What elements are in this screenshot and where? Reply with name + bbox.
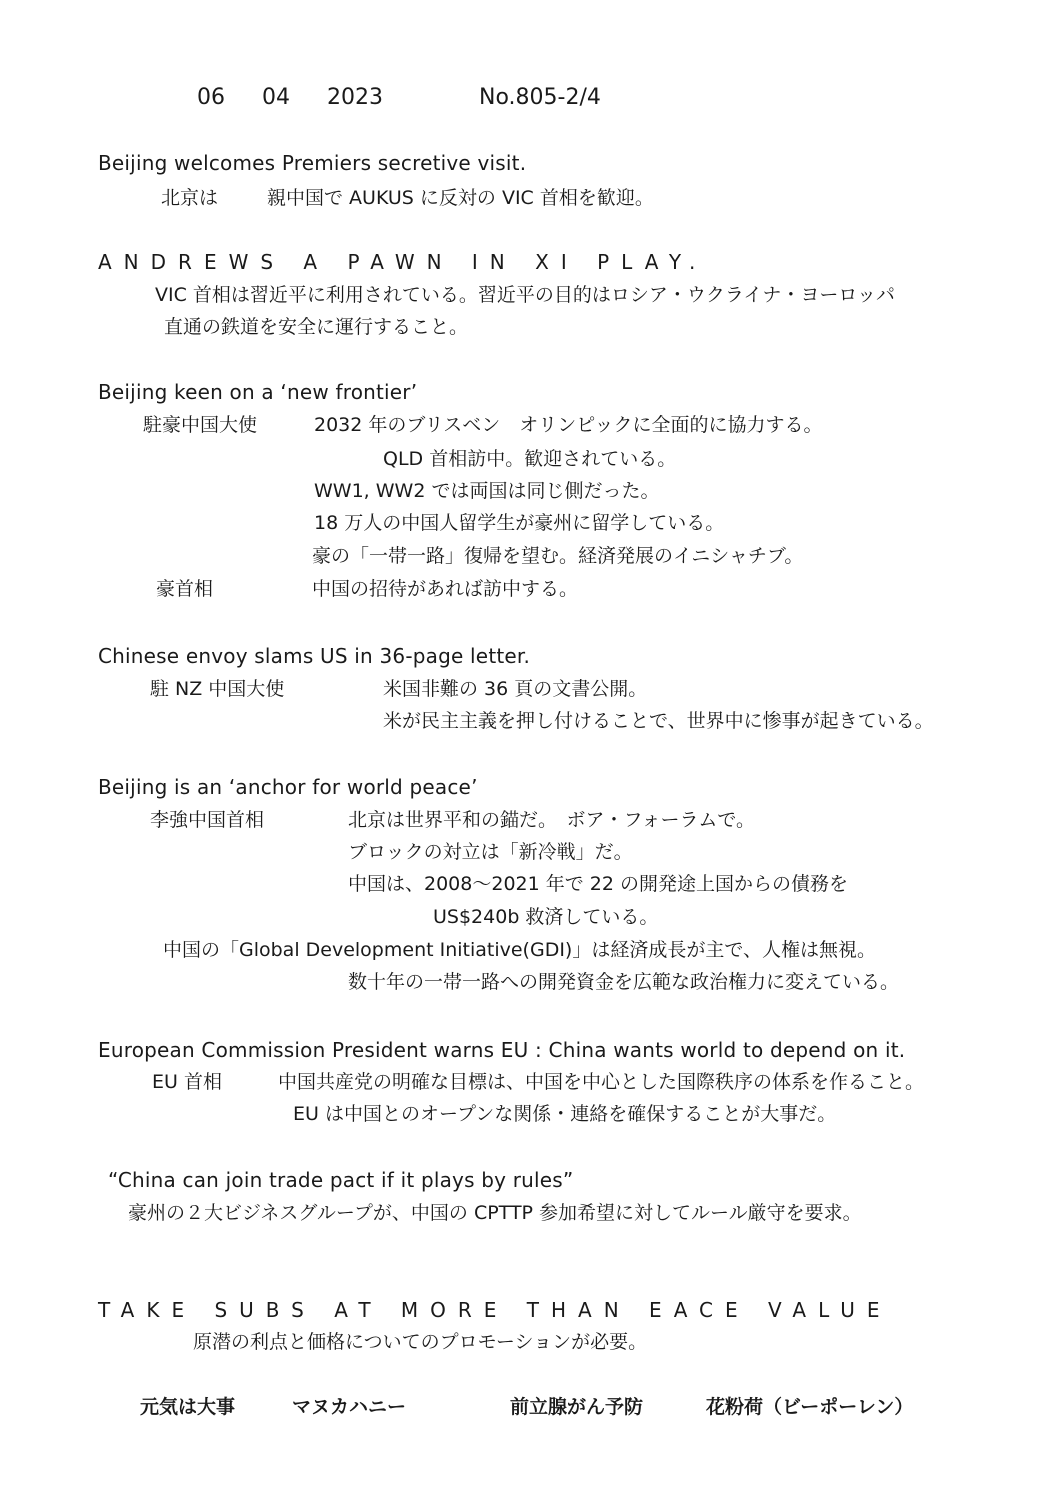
- speaker-label: 駐 NZ 中国大使: [150, 678, 285, 700]
- article-headline: Beijing keen on a ‘new frontier’: [98, 380, 418, 404]
- article-line: QLD 首相訪中。歓迎されている。: [383, 448, 677, 470]
- article-line: 原潜の利点と価格についてのプロモーションが必要。: [193, 1331, 648, 1353]
- footer-item: 花粉荷（ビーポーレン）: [706, 1396, 914, 1418]
- article-line: 中国の「Global Development Initiative(GDI)」は経済成長が主で、人権は無視。: [163, 939, 876, 961]
- date-year: 2023: [327, 85, 383, 110]
- article-headline: TAKE SUBS AT MORE THAN EACE VALUE: [98, 1298, 892, 1322]
- article-headline: ANDREWS A PAWN IN XI PLAY.: [98, 250, 708, 274]
- article-line: US$240b 救済している。: [433, 906, 659, 928]
- article-headline: “China can join trade pact if it plays by rules”: [108, 1168, 574, 1192]
- article-line: 北京は世界平和の錨だ。 ボア・フォーラムで。: [348, 809, 755, 831]
- date-day: 06: [197, 85, 225, 110]
- article-line: 親中国で AUKUS に反対の VIC 首相を歓迎。: [267, 187, 654, 209]
- issue-number: No.805-2/4: [479, 85, 601, 110]
- article-line: VIC 首相は習近平に利用されている。習近平の目的はロシア・ウクライナ・ヨーロッパ: [155, 284, 895, 306]
- speaker-label: 豪首相: [156, 578, 214, 600]
- footer-item: 前立腺がん予防: [510, 1396, 644, 1418]
- article-line: WW1, WW2 では両国は同じ側だった。: [314, 480, 660, 502]
- article-line: 中国は、2008〜2021 年で 22 の開発途上国からの債務を: [348, 873, 849, 895]
- article-headline: European Commission President warns EU : China wants world to depend on it.: [98, 1038, 906, 1062]
- article-line: ブロックの対立は「新冷戦」だ。: [348, 841, 633, 863]
- footer-item: 元気は大事: [140, 1396, 236, 1418]
- article-headline: Chinese envoy slams US in 36-page letter.: [98, 644, 531, 668]
- article-line: 数十年の一帯一路への開発資金を広範な政治権力に変えている。: [348, 971, 900, 993]
- article-headline: Beijing welcomes Premiers secretive visit.: [98, 151, 527, 175]
- footer-item: マヌカハニー: [292, 1396, 407, 1418]
- article-headline: Beijing is an ‘anchor for world peace’: [98, 775, 478, 799]
- article-line: 直通の鉄道を安全に運行すること。: [164, 316, 469, 338]
- article-line: EU は中国とのオープンな関係・連絡を確保することが大事だ。: [293, 1103, 837, 1125]
- article-line: 中国の招待があれば訪中する。: [312, 578, 579, 600]
- article-line: 豪の「一帯一路」復帰を望む。経済発展のイニシャチブ。: [312, 545, 804, 567]
- speaker-label: 李強中国首相: [150, 809, 265, 831]
- speaker-label: EU 首相: [152, 1071, 222, 1093]
- article-line: 米国非難の 36 頁の文書公開。: [383, 678, 648, 700]
- article-line: 18 万人の中国人留学生が豪州に留学している。: [314, 512, 725, 534]
- article-line: 中国共産党の明確な目標は、中国を中心とした国際秩序の体系を作ること。: [278, 1071, 925, 1093]
- speaker-label: 北京は: [161, 187, 219, 209]
- speaker-label: 駐豪中国大使: [143, 414, 258, 436]
- article-line: 米が民主主義を押し付けることで、世界中に惨事が起きている。: [383, 710, 934, 732]
- article-line: 豪州の２大ビジネスグループが、中国の CPTTP 参加希望に対してルール厳守を要求。: [128, 1202, 862, 1224]
- article-line: 2032 年のブリスベン オリンピックに全面的に協力する。: [314, 414, 823, 436]
- date-month: 04: [262, 85, 290, 110]
